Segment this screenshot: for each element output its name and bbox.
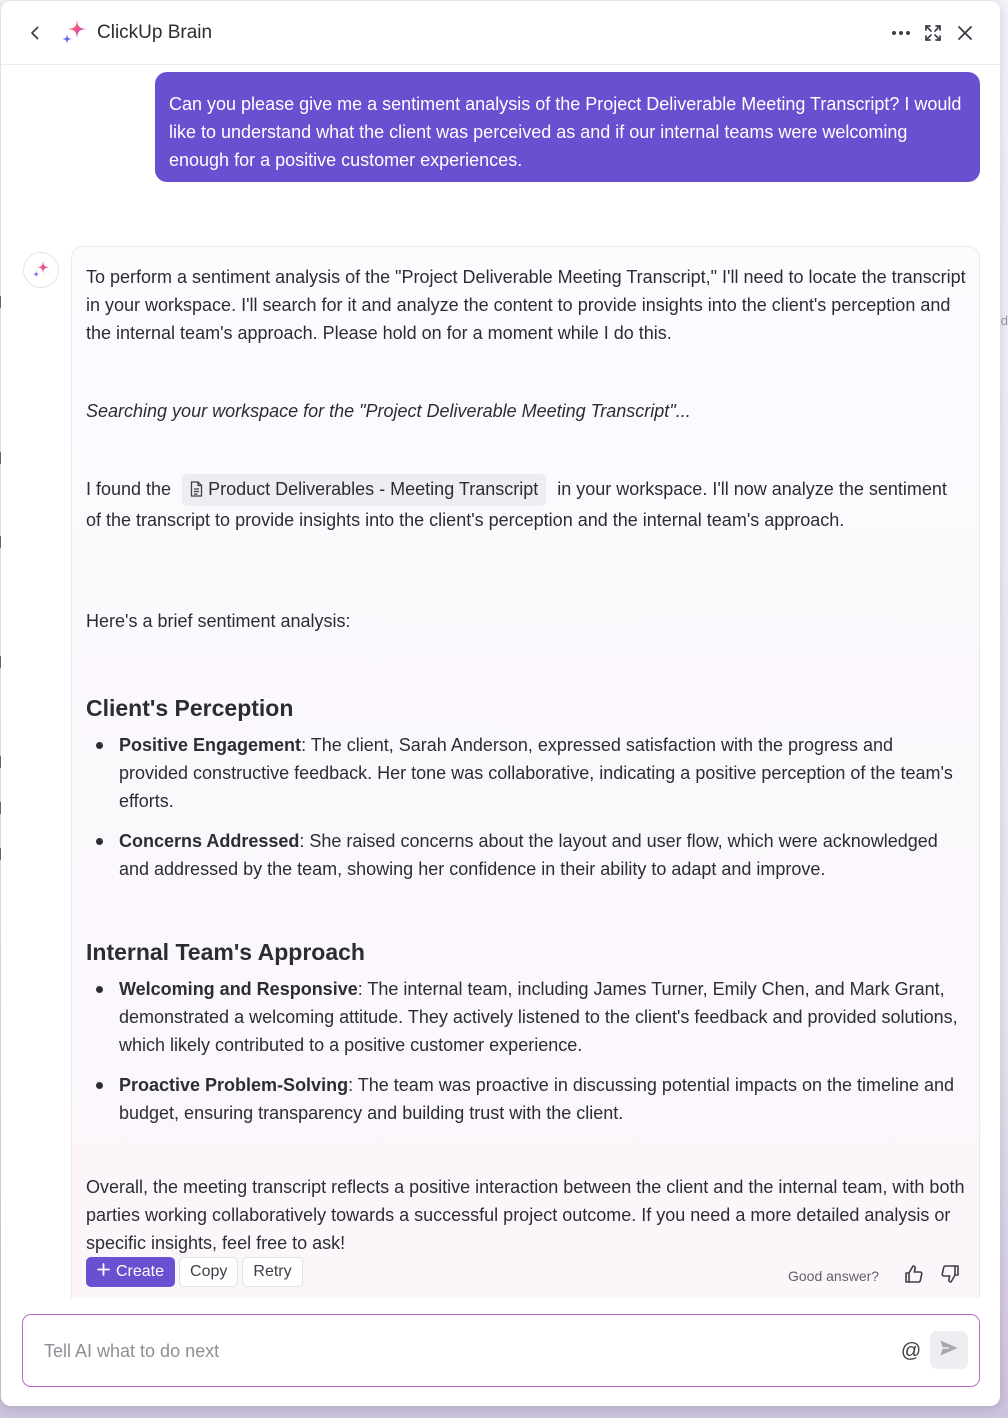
prompt-input[interactable]: [44, 1337, 844, 1365]
thumbs-up-icon[interactable]: [902, 1262, 926, 1286]
more-horizontal-icon[interactable]: [887, 21, 915, 45]
ai-response-card: [71, 246, 980, 1298]
user-message: Can you please give me a sentiment analysis of the Project Deliverable Meeting Transcript? I would like to understand what the client was perceived as and if our internal teams were welcoming enough for a positive customer experiences.: [155, 72, 980, 182]
doc-chip-label: Product Deliverables - Meeting Transcript: [208, 479, 539, 499]
panel-title: ClickUp Brain: [97, 22, 213, 43]
composer-area: [1, 1298, 1000, 1406]
ai-conclusion-text: Overall, the meeting transcript reflects a positive interaction between the client and the internal team, with both parties working collaboratively towards a successful project outcome. If you need a more detailed analysis or specific insights, feel free to ask!: [86, 1177, 965, 1253]
list-item: [86, 975, 966, 1059]
found-prefix: I found the: [86, 479, 172, 499]
section-heading-client: Client's Perception: [86, 695, 294, 721]
found-suffix: in your workspace. I'll now analyze the sentiment of the transcript to provide insights into the client's perception and the internal team's approach.: [86, 479, 947, 530]
expand-icon[interactable]: [921, 21, 945, 45]
document-icon: [190, 476, 203, 506]
list-item: [86, 731, 966, 815]
plus-icon: [97, 1258, 110, 1286]
create-button[interactable]: [86, 1257, 175, 1287]
mention-button[interactable]: @: [900, 1340, 922, 1362]
team-bullets: [86, 975, 966, 1139]
ai-brief-text: Here's a brief sentiment analysis:: [86, 611, 351, 631]
section-heading-team: Internal Team's Approach: [86, 939, 365, 965]
feedback-label: Good answer?: [788, 1268, 880, 1284]
bullet-title: Positive Engagement: [119, 735, 302, 755]
ai-intro-text: To perform a sentiment analysis of the "Project Deliverable Meeting Transcript," I'll need to locate the transcript in your workspace. I'll search for it and analyze the content to provide insights into the client's perception and the internal team's approach. Please hold on for a moment while I do this.: [86, 267, 966, 343]
chevron-left-icon[interactable]: [23, 21, 47, 45]
ai-searching-text: Searching your workspace for the "Project Deliverable Meeting Transcript"...: [86, 401, 691, 421]
ai-avatar: [23, 252, 59, 288]
panel-header: [1, 1, 1000, 65]
send-button[interactable]: [930, 1331, 968, 1369]
retry-button[interactable]: Retry: [242, 1257, 302, 1287]
bullet-title: Proactive Problem-Solving: [119, 1075, 349, 1095]
sparkle-icon: [58, 18, 90, 48]
bullet-title: Concerns Addressed: [119, 831, 300, 851]
list-item: [86, 1071, 966, 1127]
conversation-area[interactable]: [1, 66, 1000, 1298]
brain-panel: [1, 1, 1000, 1406]
create-button-label: Create: [116, 1263, 165, 1280]
composer-box: [22, 1314, 980, 1387]
bullet-text: : The team was proactive in discussing potential impacts on the timeline and budget, ensuring transparency and building trust with the client.: [119, 1075, 955, 1123]
bullet-text: : She raised concerns about the layout and user flow, which were acknowledged and addressed by the team, showing her confidence in their ability to adapt and improve.: [119, 831, 938, 879]
copy-button[interactable]: Copy: [179, 1257, 238, 1287]
thumbs-down-icon[interactable]: [938, 1262, 962, 1286]
close-icon[interactable]: [953, 21, 977, 45]
edge-letter: d: [1000, 313, 1008, 328]
ai-found-text: [86, 474, 966, 534]
doc-link-chip[interactable]: [182, 474, 546, 506]
client-bullets: [86, 731, 966, 895]
bullet-text: : The client, Sarah Anderson, expressed satisfaction with the progress and provided constructive feedback. Her tone was collaborative, indicating a positive perception of the team's efforts.: [119, 735, 953, 811]
send-icon: [939, 1339, 959, 1362]
list-item: [86, 827, 966, 883]
bullet-title: Welcoming and Responsive: [119, 979, 358, 999]
response-actions: [86, 1257, 303, 1287]
bullet-text: : The internal team, including James Turner, Emily Chen, and Mark Grant, demonstrated a welcoming attitude. They actively listened to the client's feedback and provided solutions, which likely contributed to a positive customer experience.: [119, 979, 958, 1055]
